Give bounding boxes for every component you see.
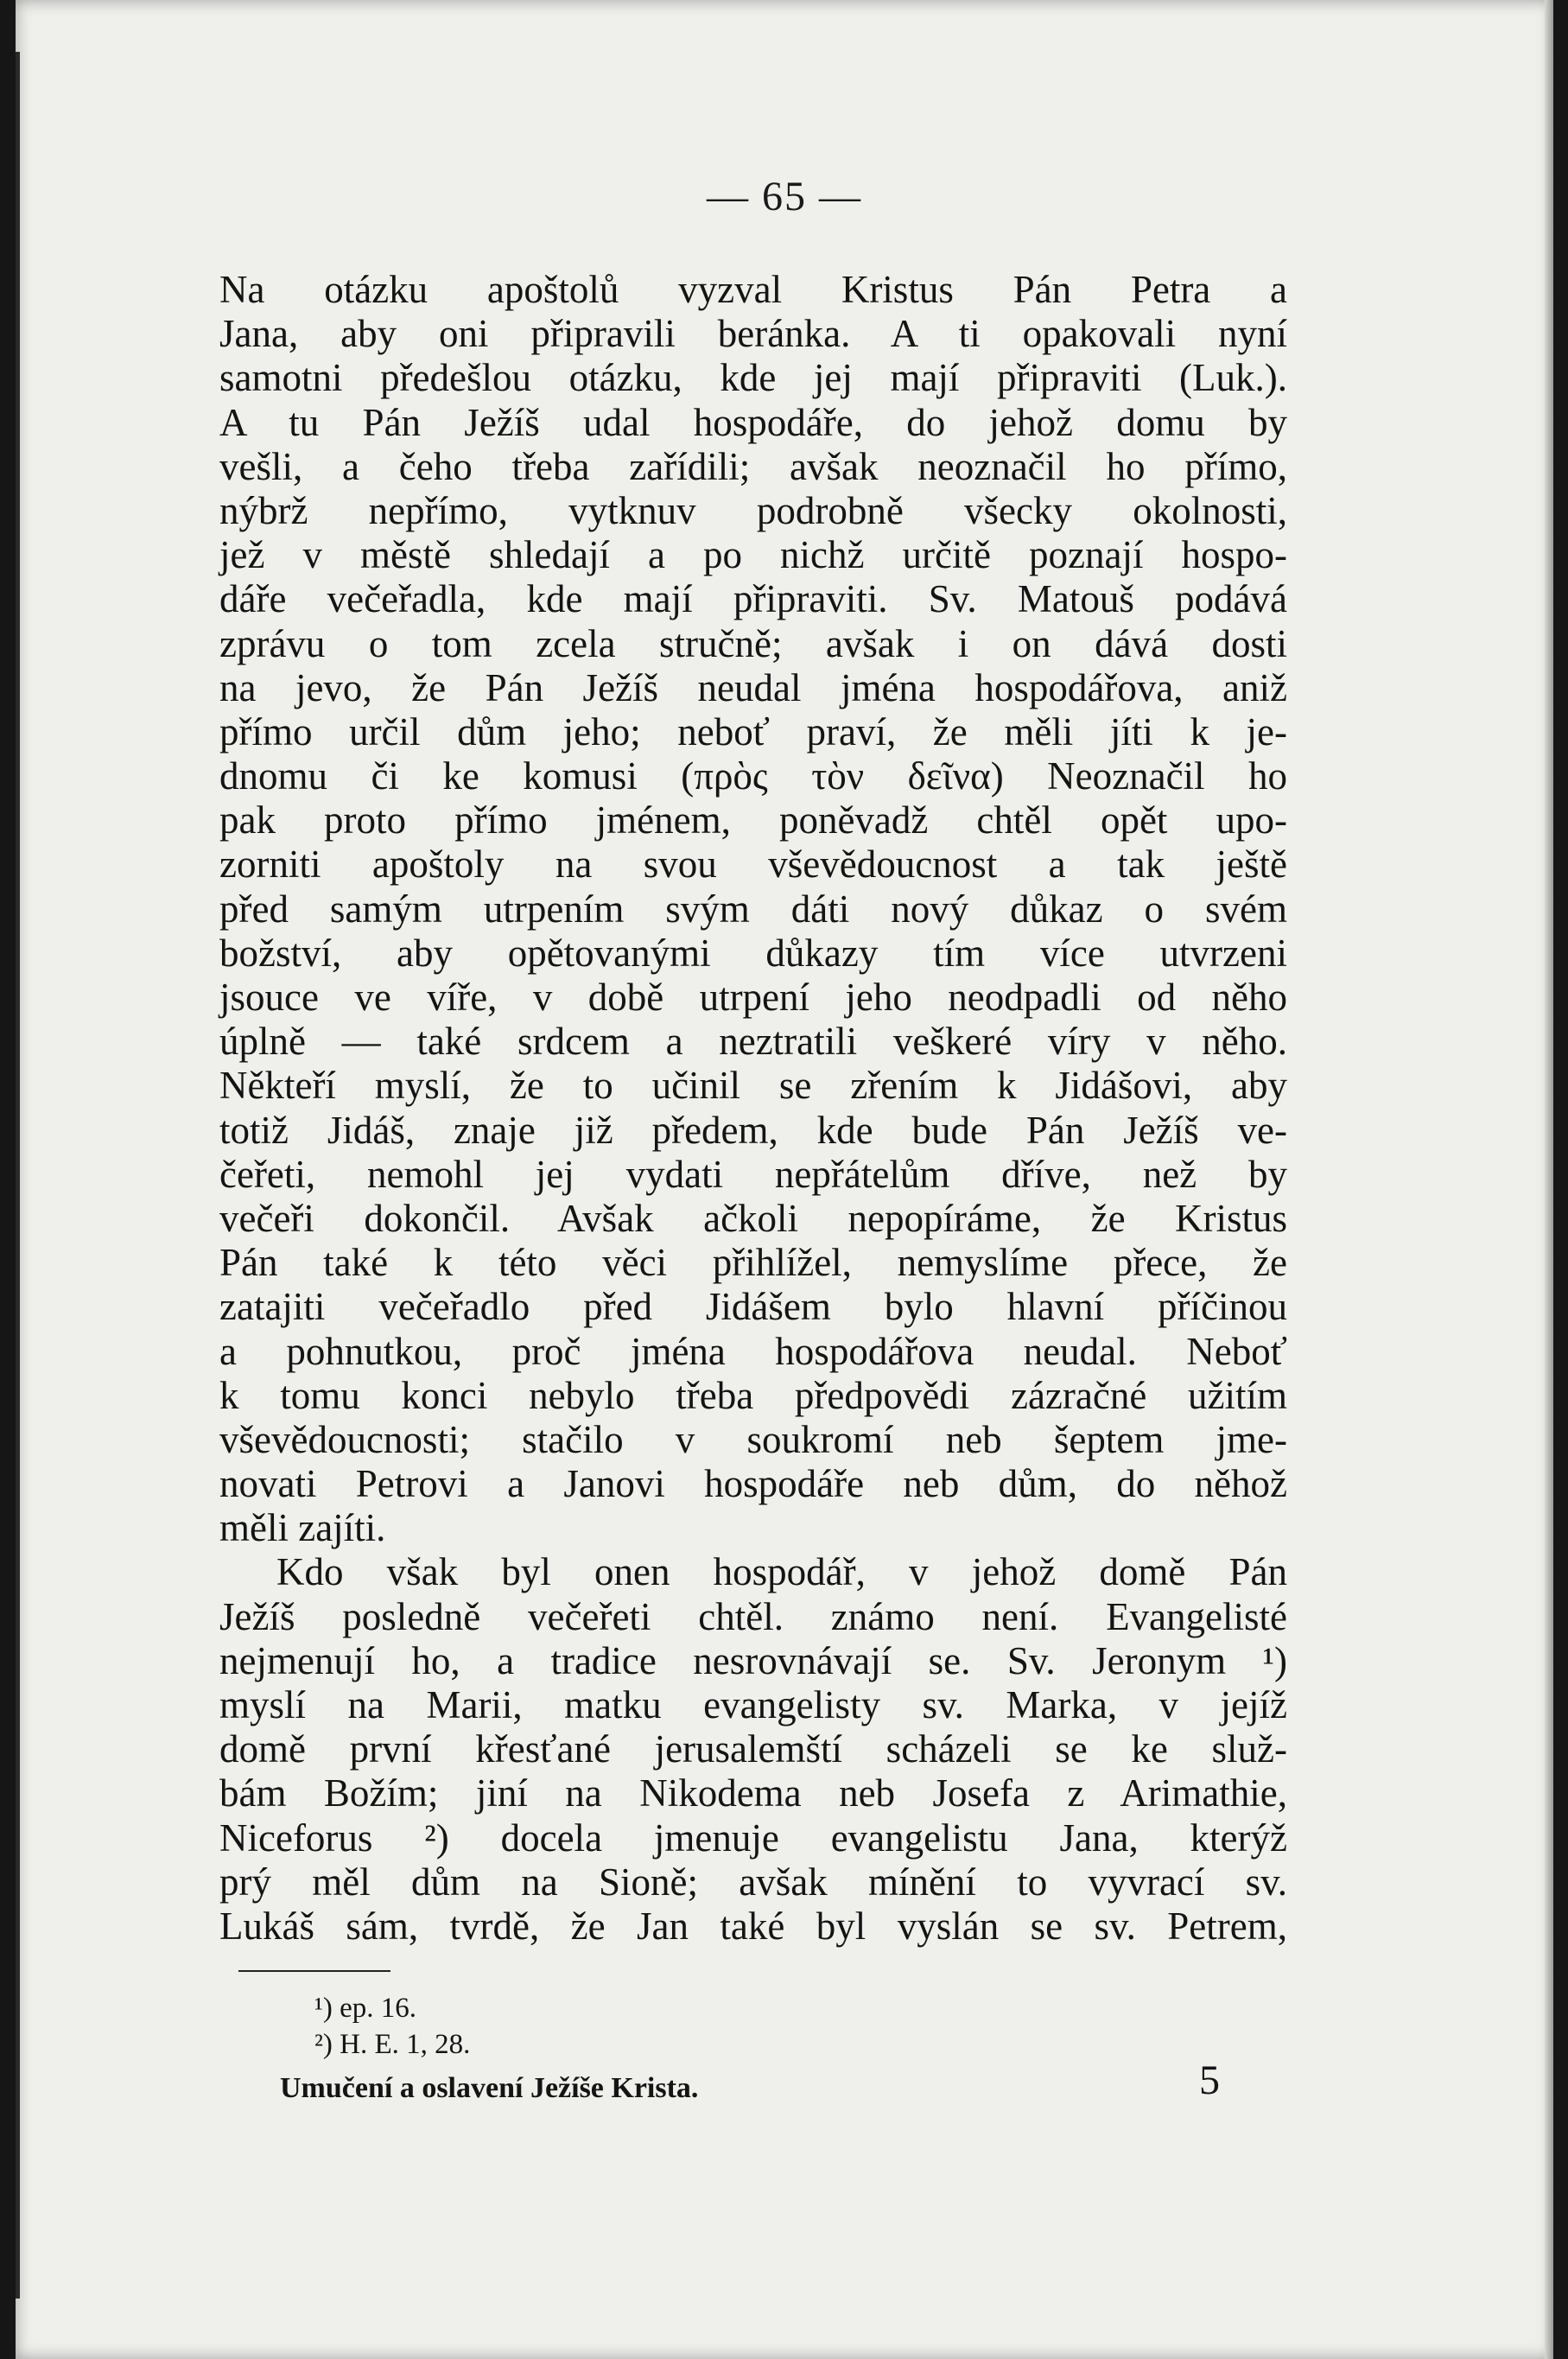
text-line: zorniti apoštoly na svou vševědoucnost a tak ještě [219,842,1287,887]
footnote-1: ¹) ep. 16. [314,1993,417,2024]
text-line: nýbrž nepřímo, vytknuv podrobně všecky okolnosti, [219,488,1287,532]
text-line: zatajiti večeřadlo před Jidášem bylo hlavní příčinou [219,1285,1287,1329]
text-line: pak proto přímo jménem, poněvadž chtěl opět upo- [219,798,1287,842]
footnote-divider [238,1970,390,1972]
text-line: k tomu konci nebylo třeba předpovědi zázračné užitím [219,1373,1287,1417]
text-line: jsouce ve víře, v době utrpení jeho neodpadli od něho [219,976,1287,1019]
text-line: zprávu o tom zcela stručně; avšak i on dává dosti [219,621,1287,665]
text-line: Někteří myslí, že to učinil se zřením k Jidášovi, aby [219,1064,1287,1108]
text-line: Pán také k této věci přihlížel, nemyslíme přece, že [219,1241,1287,1285]
text-line: A tu Pán Ježíš udal hospodáře, do jehož domu by [219,400,1287,444]
page-number-header: — 65 — [707,174,862,219]
body-text [219,268,1287,1949]
text-line: myslí na Marii, matku evangelisty sv. Marka, v jejíž [219,1683,1287,1726]
text-line: domě první křesťané jerusalemští scházeli se ke služ- [219,1727,1287,1771]
text-line: Na otázku apoštolů vyzval Kristus Pán Petra a [219,268,1287,311]
text-line: úplně — také srdcem a neztratili veškeré víry v něho. [219,1020,1287,1064]
text-line: večeři dokončil. Avšak ačkoli nepopíráme, že Kristus [219,1196,1287,1240]
text-line: prý měl dům na Sioně; avšak mínění to vyvrací sv. [219,1860,1287,1904]
signature-mark: 5 [1199,2057,1220,2103]
text-line: novati Petrovi a Janovi hospodáře neb dům, do něhož [219,1462,1287,1506]
text-line: samotni předešlou otázku, kde jej mají připraviti (Luk.). [219,356,1287,400]
text-line: Ježíš posledně večeřeti chtěl. známo není. Evangelisté [219,1594,1287,1638]
text-line: Jana, aby oni připravili beránka. A ti opakovali nyní [219,312,1287,356]
text-line: dnomu či ke komusi (πρὸς τὸν δεῖνα) Neoznačil ho [219,754,1287,798]
book-page [16,0,1553,2359]
footnote-2: ²) H. E. 1, 28. [314,2029,471,2060]
text-line: před samým utrpením svým dáti nový důkaz o svém [219,887,1287,931]
text-line: nejmenují ho, a tradice nesrovnávají se. Sv. Jeronym ¹) [219,1638,1287,1682]
text-line: Kdo však byl onen hospodář, v jehož domě Pán [276,1550,1287,1594]
text-line: bám Božím; jiní na Nikodema neb Josefa z Arimathie, [219,1771,1287,1815]
text-line: dáře večeřadla, kde mají připraviti. Sv. Matouš podává [219,577,1287,621]
page-edge-shadow [16,52,20,2299]
text-line: vešli, a čeho třeba zařídili; avšak neoznačil ho přímo, [219,444,1287,488]
text-line: božství, aby opětovanými důkazy tím více utvrzeni [219,931,1287,975]
text-line: Niceforus ²) docela jmenuje evangelistu Jana, kterýž [219,1815,1287,1860]
text-line: a pohnutkou, proč jména hospodářova neudal. Neboť [219,1329,1287,1373]
page-right-edge [1545,0,1553,2359]
text-line: totiž Jidáš, znaje již předem, kde bude Pán Ježíš ve- [219,1108,1287,1152]
text-line: jež v městě shledají a po nichž určitě poznají hospo- [219,533,1287,577]
text-line: na jevo, že Pán Ježíš neudal jména hospodářova, aniž [219,665,1287,709]
text-line: vševědoucnosti; stačilo v soukromí neb šeptem jme- [219,1417,1287,1461]
text-line: Lukáš sám, tvrdě, že Jan také byl vyslán se sv. Petrem, [219,1904,1287,1948]
text-line: čeřeti, nemohl jej vydati nepřátelům dříve, než by [219,1152,1287,1196]
text-line: přímo určil dům jeho; neboť praví, že měli jíti k je- [219,709,1287,753]
text-line: měli zajíti. [219,1506,386,1550]
footnotes [314,1990,470,2063]
footer-book-title: Umučení a oslavení Ježíše Krista. [280,2072,699,2104]
